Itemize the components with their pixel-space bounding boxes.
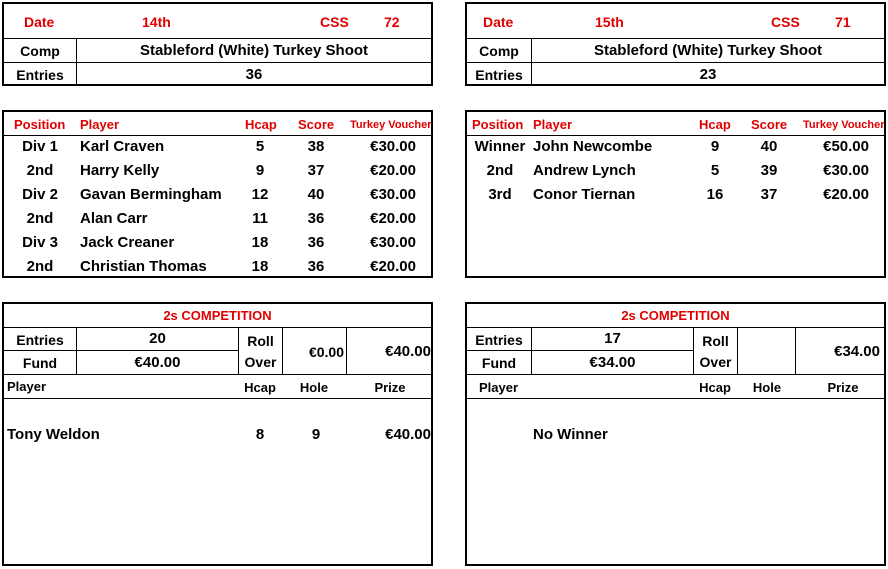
header-voucher: Turkey Voucher [350,119,432,131]
header-position: Position [472,117,524,132]
row-voucher: €20.00 [370,162,416,179]
winner-prize: €40.00 [385,426,431,443]
row-score: 40 [307,186,325,203]
row-position: Winner [474,138,526,155]
date-label: Date [24,14,55,30]
row-position: 2nd [26,210,54,227]
row-score: 36 [307,210,325,227]
header-player: Player [7,379,47,394]
css-value: 72 [384,14,400,30]
date-value: 15th [595,14,624,30]
row-position: 3rd [488,186,512,203]
comp-label: Comp [20,43,60,59]
row-hcap: 5 [255,138,265,155]
header-hole: Hole [299,380,329,395]
rollover-value: €0.00 [308,344,344,360]
header-prize: Prize [827,380,859,395]
css-label: CSS [771,14,800,30]
row-hcap: 9 [255,162,265,179]
row-voucher: €30.00 [370,186,416,203]
entries-label: Entries [475,67,523,83]
row-hcap: 16 [706,186,724,203]
header-player: Player [533,117,573,132]
comp-value: Stableford (White) Turkey Shoot [139,42,369,59]
row-hcap: 9 [710,138,720,155]
row-voucher: €30.00 [370,138,416,155]
twos-panel-right [465,302,886,566]
row-score: 37 [760,186,778,203]
row-score: 38 [307,138,325,155]
roll-label: Roll [247,333,274,349]
winner-hcap: 8 [255,426,265,443]
row-position: 2nd [486,162,514,179]
row-player: Karl Craven [80,138,165,155]
row-score: 36 [307,258,325,275]
header-position: Position [14,117,66,132]
header-player: Player [479,380,519,395]
row-voucher: €20.00 [370,210,416,227]
row-position: Div 2 [22,186,58,203]
css-label: CSS [320,14,349,30]
row-hcap: 18 [251,234,269,251]
row-voucher: €20.00 [370,258,416,275]
comp-label: Comp [479,43,519,59]
row-voucher: €30.00 [370,234,416,251]
entries-value: 36 [245,66,263,83]
row-position: Div 3 [22,234,58,251]
comp-value: Stableford (White) Turkey Shoot [593,42,823,59]
header-voucher: Turkey Voucher [803,119,885,131]
header-player: Player [80,117,120,132]
header-hcap: Hcap [699,380,731,395]
fund-total-value: €40.00 [385,343,431,360]
row-player: Andrew Lynch [533,162,636,179]
twos-entries-label: Entries [16,332,64,348]
row-player: Jack Creaner [80,234,175,251]
header-prize: Prize [374,380,406,395]
row-score: 40 [760,138,778,155]
row-player: Harry Kelly [80,162,160,179]
twos-entries-value: 17 [604,330,621,347]
winner-player: Tony Weldon [7,426,100,443]
header-hcap: Hcap [244,380,276,395]
row-score: 39 [760,162,778,179]
row-hcap: 5 [710,162,720,179]
results-panel-left [2,110,433,278]
row-hcap: 18 [251,258,269,275]
row-voucher: €20.00 [823,186,869,203]
header-score: Score [298,117,335,132]
twos-title: 2s COMPETITION [163,308,272,323]
header-hcap: Hcap [245,117,277,132]
row-player: Conor Tiernan [533,186,636,203]
date-value: 14th [142,14,171,30]
twos-fund-label: Fund [481,355,517,371]
entries-label: Entries [16,67,64,83]
twos-entries-value: 20 [149,330,166,347]
info-panel-left [2,2,433,86]
header-score: Score [751,117,788,132]
row-player: Gavan Bermingham [80,186,222,203]
row-hcap: 11 [252,210,268,227]
date-label: Date [483,14,514,30]
over-label: Over [244,354,277,370]
over-label: Over [699,354,732,370]
roll-label: Roll [702,333,729,349]
css-value: 71 [835,14,851,30]
row-player: John Newcombe [533,138,653,155]
row-position: 2nd [26,258,54,275]
row-score: 36 [307,234,325,251]
row-player: Christian Thomas [80,258,207,275]
no-winner-note: No Winner [533,426,608,443]
twos-title: 2s COMPETITION [621,308,730,323]
twos-fund-value: €40.00 [134,354,181,371]
fund-total-value: €34.00 [834,343,880,360]
row-score: 37 [307,162,325,179]
row-voucher: €30.00 [823,162,869,179]
row-position: Div 1 [22,138,58,155]
row-position: 2nd [26,162,54,179]
row-voucher: €50.00 [823,138,869,155]
twos-entries-label: Entries [475,332,523,348]
entries-value: 23 [699,66,717,83]
winner-hole: 9 [311,426,321,443]
row-player: Alan Carr [80,210,148,227]
twos-fund-value: €34.00 [589,354,636,371]
info-panel-right [465,2,886,86]
header-hole: Hole [752,380,782,395]
twos-panel-left [2,302,433,566]
row-hcap: 12 [251,186,269,203]
results-panel-right [465,110,886,278]
twos-fund-label: Fund [22,355,58,371]
header-hcap: Hcap [699,117,731,132]
